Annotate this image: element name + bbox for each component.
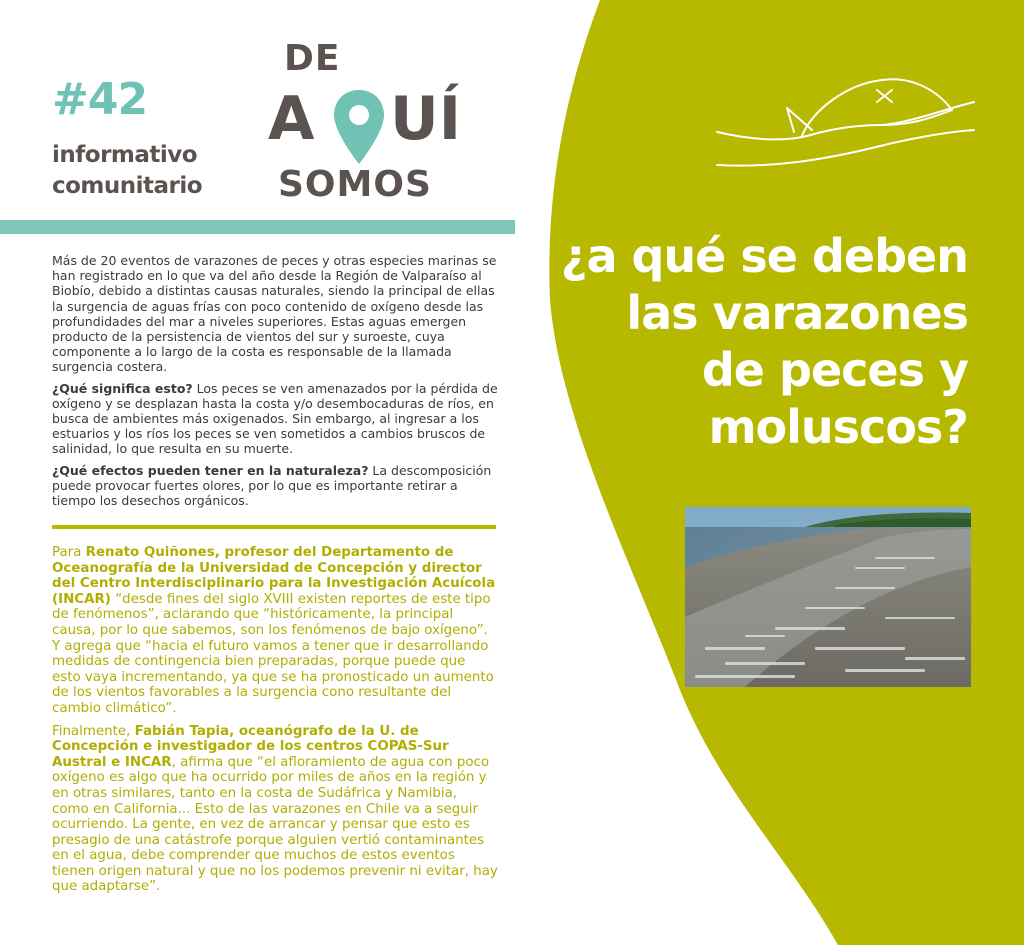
intro-paragraph-2 <box>52 381 498 457</box>
beach-fish-photo <box>685 507 971 687</box>
headline-line-3: de peces y <box>701 343 968 397</box>
quote-2-text: , afirma que “el afloramiento de agua con poco oxígeno es algo que ha ocurrido por miles de años en la región y en otras similares, tanto en la costa de Sudáfrica y Namibia, como en California... Esto de las varazones en Chile va a seguir ocurriendo. La gente, en vez de arrancar y pensar que esto es presagio de una catástrofe porque alguien vertió contaminantes en el agua, debe comprender que muchos de estos eventos tienen origen natural y que no los podemos prevenir ni evitar, hay que adaptarse”. <box>52 754 498 895</box>
logo-letters-ui: UÍ <box>390 84 462 154</box>
teal-divider-bar <box>0 220 515 234</box>
quote-quinones <box>52 545 498 717</box>
quote-1-text: “desde fines del siglo XVIII existen reportes de este tipo de fenómenos”, aclarando que “históricamente, la principal causa, por lo que sabemos, son los fenómenos de bajo oxígeno”. Y agrega que “hacia el futuro vamos a tener que ir desarrollando medidas de contingencia bien preparadas, porque puede que esto vaya incrementando, ya que se ha pronosticado un aumento de los vientos favorables a la surgencia cono resultante del cambio climático”. <box>52 591 494 716</box>
quote-2-lead: Finalmente, <box>52 723 135 739</box>
quote-1-lead: Para <box>52 545 86 560</box>
expert-quotes <box>52 545 498 902</box>
intro-paragraph-3 <box>52 463 498 509</box>
quote-2-speaker: Fabián Tapia, oceanógrafo de la U. de Concepción e investigador de los centros COPAS-Sur Austral e INCAR <box>52 723 449 770</box>
intro-paragraph-1: Más de 20 eventos de varazones de peces y otras especies marinas se han registrado en lo que va del año desde la Región de Valparaíso al Biobío, debido a distintas causas naturales, siendo la principal de ellas la surgencia de aguas frías con poco contenido de oxígeno desde las profundidades del mar a niveles superiores. Estas aguas emergen producto de la persistencia de vientos del sur y suroeste, cuya componente a lo largo de la costa es responsable de la llamada surgencia costera. <box>52 253 497 375</box>
de-aqui-somos-logo <box>260 36 500 216</box>
fish-line-icon <box>712 70 977 180</box>
olive-divider-rule <box>52 525 496 529</box>
logo-letter-a: A <box>268 84 315 154</box>
quote-1-speaker: Renato Quiñones, profesor del Departamento de Oceanografía de la Universidad de Concepción y director del Centro Interdisciplinario para la Investigación Acuícola (INCAR) <box>52 545 496 607</box>
answer-2: La descomposición puede provocar fuertes olores, por lo que es importante retirar a tiempo los desechos orgánicos. <box>52 462 492 509</box>
issue-number: #42 <box>52 74 148 125</box>
logo-word-somos: SOMOS <box>278 164 432 205</box>
headline-line-4: moluscos? <box>708 400 968 454</box>
question-1: ¿Qué significa esto? <box>52 380 193 396</box>
quote-tapia <box>52 724 498 896</box>
question-2: ¿Qué efectos pueden tener en la naturaleza? <box>52 462 369 478</box>
newsletter-subtitle <box>52 140 202 202</box>
intro-text <box>52 253 498 514</box>
subtitle-line-2: comunitario <box>52 173 203 199</box>
headline-line-1: ¿a qué se deben <box>560 229 968 283</box>
headline-line-2: las varazones <box>626 286 968 340</box>
answer-1: Los peces se ven amenazados por la pérdida de oxígeno y se desplazan hasta la costa y/o desembocaduras de ríos, en busca de ambientes más oxigenados. Sin embargo, al ingresar a los estuarios y los ríos los peces se ven sometidos a cambios bruscos de salinidad, lo que resulta en su muerte. <box>52 380 498 457</box>
headline <box>498 228 968 456</box>
subtitle-line-1: informativo <box>52 142 198 168</box>
location-pin-icon <box>332 88 386 168</box>
logo-word-de: DE <box>284 38 341 79</box>
